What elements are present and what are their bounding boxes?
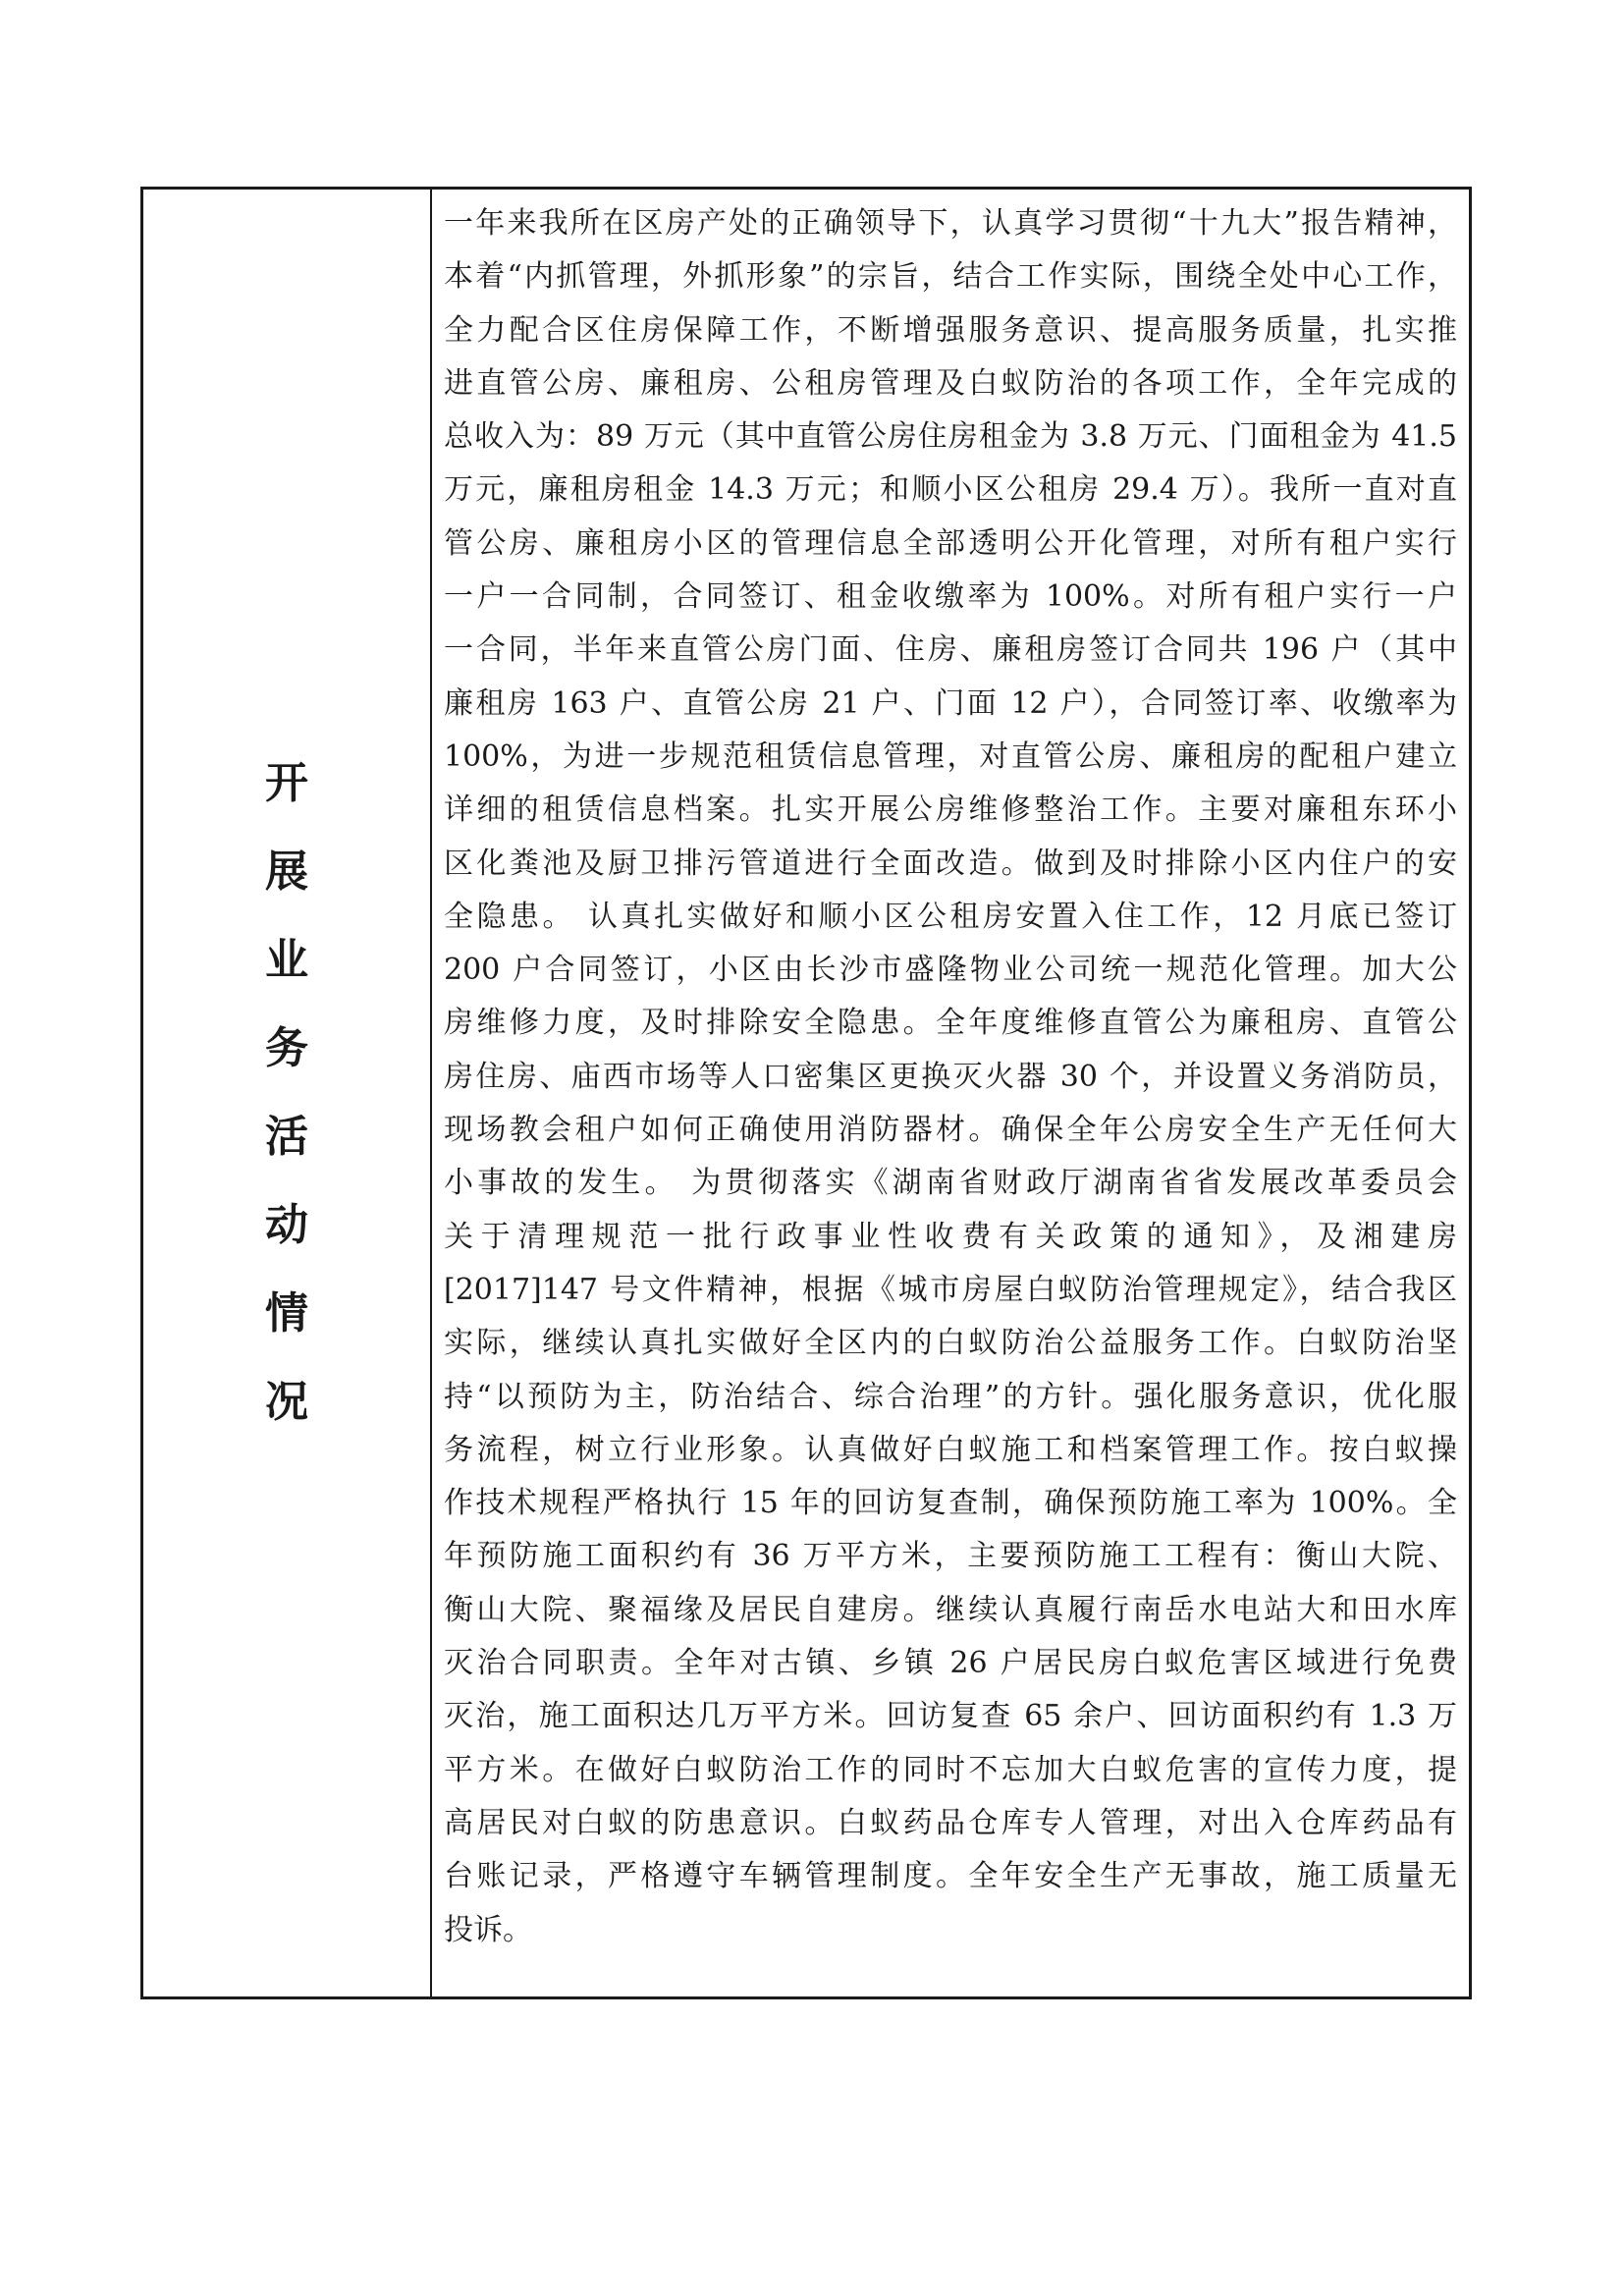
content-line: 管公房、廉租房小区的管理信息全部透明公开化管理，对所有租户实行 — [444, 525, 1457, 561]
section-label-char: 情 — [265, 1288, 308, 1339]
content-line: 详细的租赁信息档案。扎实开展公房维修整治工作。主要对廉租东环小 — [444, 793, 1457, 828]
content-line: 100%，为进一步规范租赁信息管理，对直管公房、廉租房的配租户建立 — [444, 738, 1457, 774]
section-label-char: 动 — [265, 1200, 308, 1250]
content-line: 全力配合区住房保障工作，不断增强服务意识、提高服务质量，扎实推 — [444, 312, 1457, 348]
content-line: 一户一合同制，合同签订、租金收缴率为 100%。对所有租户实行一户 — [444, 579, 1457, 615]
content-line: 现场教会租户如何正确使用消防器材。确保全年公房安全生产无任何大 — [444, 1113, 1457, 1148]
content-line: 务流程，树立行业形象。认真做好白蚁施工和档案管理工作。按白蚁操 — [444, 1432, 1457, 1467]
content-line: [2017]147 号文件精神，根据《城市房屋白蚁防治管理规定》，结合我区 — [444, 1272, 1457, 1307]
content-line: 关于清理规范一批行政事业性收费有关政策的通知》，及湘建房 — [444, 1219, 1457, 1254]
content-line: 房住房、庙西市场等人口密集区更换灭火器 30 个，并设置义务消防员， — [444, 1059, 1457, 1094]
section-label-char: 务 — [265, 1023, 308, 1073]
content-line: 本着“内抓管理，外抓形象”的宗旨，结合工作实际，围绕全处中心工作， — [444, 259, 1457, 295]
content-line: 平方米。在做好白蚁防治工作的同时不忘加大白蚁危害的宣传力度，提 — [444, 1752, 1457, 1787]
content-line: 衡山大院、聚福缘及居民自建房。继续认真履行南岳水电站大和田水库 — [444, 1592, 1457, 1627]
content-line: 全隐患。 认真扎实做好和顺小区公租房安置入住工作，12 月底已签订 — [444, 899, 1457, 934]
content-line: 高居民对白蚁的防患意识。白蚁药品仓库专人管理，对出入仓库药品有 — [444, 1805, 1457, 1840]
section-label-char: 活 — [265, 1112, 308, 1162]
content-line: 房维修力度，及时排除安全隐患。全年度维修直管公为廉租房、直管公 — [444, 1006, 1457, 1041]
section-label-cell — [143, 190, 432, 1996]
content-line: 200 户合同签订，小区由长沙市盛隆物业公司统一规范化管理。加大公 — [444, 953, 1457, 988]
content-line: 台账记录，严格遵守车辆管理制度。全年安全生产无事故，施工质量无 — [444, 1859, 1457, 1894]
content-line: 投诉。 — [444, 1912, 532, 1947]
content-line: 作技术规程严格执行 15 年的回访复查制，确保预防施工率为 100%。全 — [444, 1486, 1457, 1521]
section-label-char: 况 — [265, 1377, 308, 1427]
content-line: 持“以预防为主，防治结合、综合治理”的方针。强化服务意识，优化服 — [444, 1379, 1457, 1414]
content-line: 万元，廉租房租金 14.3 万元；和顺小区公租房 29.4 万）。我所一直对直 — [444, 472, 1457, 508]
activity-form-table — [140, 187, 1472, 1999]
content-line: 一合同，半年来直管公房门面、住房、廉租房签订合同共 196 户（其中 — [444, 632, 1457, 668]
section-label-char: 展 — [265, 847, 308, 897]
content-line: 进直管公房、廉租房、公租房管理及白蚁防治的各项工作，全年完成的 — [444, 365, 1457, 401]
section-label-char: 开 — [265, 758, 308, 808]
content-line: 灭治，施工面积达几万平方米。回访复查 65 余户、回访面积约有 1.3 万 — [444, 1699, 1457, 1734]
activity-content-cell — [432, 190, 1469, 1996]
content-line: 实际，继续认真扎实做好全区内的白蚁防治公益服务工作。白蚁防治坚 — [444, 1326, 1457, 1361]
content-line: 区化粪池及厨卫排污管道进行全面改造。做到及时排除小区内住户的安 — [444, 846, 1457, 881]
section-label-char: 业 — [265, 935, 308, 985]
content-line: 小事故的发生。 为贯彻落实《湖南省财政厅湖南省省发展改革委员会 — [444, 1166, 1457, 1201]
content-line: 廉租房 163 户、直管公房 21 户、门面 12 户），合同签订率、收缴率为 — [444, 685, 1457, 721]
content-line: 年预防施工面积约有 36 万平方米，主要预防施工工程有：衡山大院、 — [444, 1539, 1457, 1574]
content-line: 一年来我所在区房产处的正确领导下，认真学习贯彻“十九大”报告精神， — [444, 206, 1457, 241]
content-line: 灭治合同职责。全年对古镇、乡镇 26 户居民房白蚁危害区域进行免费 — [444, 1646, 1457, 1681]
content-line: 总收入为：89 万元（其中直管公房住房租金为 3.8 万元、门面租金为 41.5 — [444, 419, 1457, 455]
